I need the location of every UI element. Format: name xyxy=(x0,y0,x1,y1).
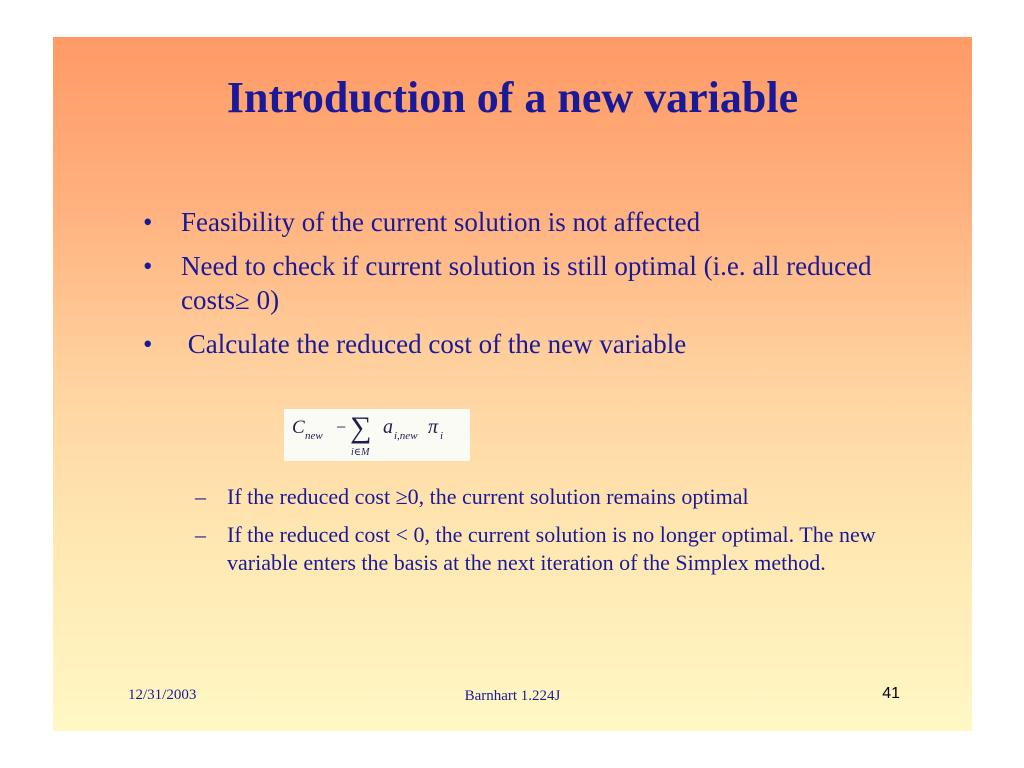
formula-pi-subscript: i xyxy=(440,430,444,442)
bullet-item xyxy=(143,249,903,317)
slide xyxy=(53,37,972,731)
bullet-list xyxy=(143,205,903,371)
formula-a: a xyxy=(383,416,393,438)
footer-date: 12/31/2003 xyxy=(128,687,197,703)
dash-marker: – xyxy=(195,484,206,509)
footer-author-course: Barnhart 1.224J xyxy=(464,688,561,704)
sub-bullet-item xyxy=(195,521,915,577)
sub-bullet-list xyxy=(195,483,915,587)
bullet-text: Calculate the reduced cost of the new variable xyxy=(181,329,687,359)
reduced-cost-formula xyxy=(284,409,470,461)
formula-c-subscript: new xyxy=(305,430,323,442)
formula-minus: − xyxy=(336,417,347,437)
bullet-item xyxy=(143,327,903,361)
dash-marker: – xyxy=(195,522,206,547)
bullet-text: Need to check if current solution is still optimal (i.e. all reduced costs≥ 0) xyxy=(181,251,872,315)
bullet-marker: • xyxy=(143,251,153,281)
bullet-marker: • xyxy=(143,207,153,237)
sub-bullet-text: If the reduced cost < 0, the current solution is no longer optimal. The new variable enters the basis at the next iteration of the Simplex method. xyxy=(227,522,876,575)
bullet-marker: • xyxy=(143,329,153,359)
sub-bullet-item xyxy=(195,483,915,511)
formula-sum: ∑ xyxy=(350,411,372,444)
bullet-text: Feasibility of the current solution is not affected xyxy=(181,207,701,237)
bullet-item xyxy=(143,205,903,239)
formula-a-subscript: i,new xyxy=(394,430,418,442)
slide-number: 41 xyxy=(882,685,900,702)
sub-bullet-text: If the reduced cost ≥0, the current solution remains optimal xyxy=(227,484,749,509)
formula-c: C xyxy=(292,417,305,438)
slide-title: Introduction of a new variable xyxy=(226,73,799,122)
formula-sum-subscript: i∈M xyxy=(351,447,370,458)
formula-pi: π xyxy=(428,416,439,438)
